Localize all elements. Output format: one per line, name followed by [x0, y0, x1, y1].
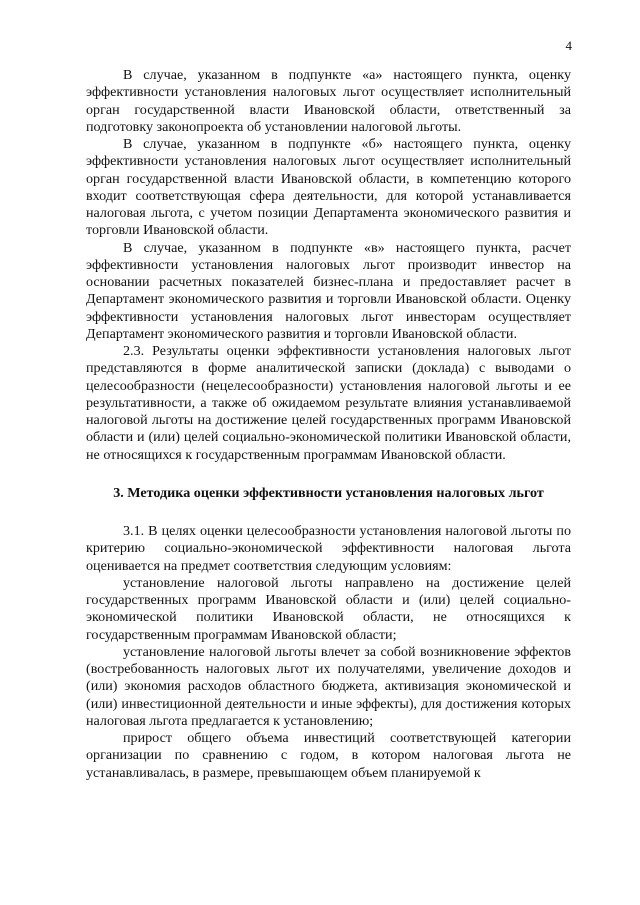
paragraph-case-a: В случае, указанном в подпункте «а» настоящего пункта, оценку эффективности установления налоговых льгот осуществляет исполнительный орган государственной власти Ивановской области, ответственный за подготовку законопроекта об установлении налоговой льготы. — [86, 67, 571, 135]
paragraph-case-v: В случае, указанном в подпункте «в» настоящего пункта, расчет эффективности установления налоговых льгот производит инвестор на основании расчетных показателей бизнес-плана и предоставляет расчет в Департамент экономического развития и торговли Ивановской области. Оценку эффективности установления налоговых льгот инвесторам осуществляет Департамент экономического развития и торговли Ивановской области. — [86, 239, 571, 342]
page-content — [86, 67, 571, 782]
page-number: 4 — [565, 38, 572, 53]
condition-item: установление налоговой льготы направлено на достижение целей государственных программ Ивановской области и (или) целей социально-экономической политики Ивановской области, не относящихся к государственным программам Ивановской области; — [86, 574, 571, 643]
condition-item: установление налоговой льготы влечет за собой возникновение эффектов (востребованность налоговых льгот их получателями, увеличение доходов и (или) экономия расходов областного бюджета, активизация экономической и (или) инвестиционной деятельности и иные эффекты), для достижения которых налоговая льгота предлагается к установлению; — [86, 643, 571, 729]
paragraph-3-1: 3.1. В целях оценки целесообразности установления налоговой льготы по критерию социально-экономической эффективности налоговая льгота оценивается на предмет соответствия следующим условиям: — [86, 523, 571, 574]
paragraph-case-b: В случае, указанном в подпункте «б» настоящего пункта, оценку эффективности установления налоговых льгот осуществляет исполнительный орган государственной власти Ивановской области, в компетенцию которого входит соответствующая сфера деятельности, для которой устанавливается налоговая льгота, с учетом позиции Департамента экономического развития и торговли Ивановской области. — [86, 136, 571, 239]
section-heading: 3. Методика оценки эффективности установления налоговых льгот — [113, 484, 544, 501]
paragraph-2-3: 2.3. Результаты оценки эффективности установления налоговых льгот представляются в форме аналитической записки (доклада) с выводами о целесообразности (нецелесообразности) установления налоговой льготы и ее результативности, а также об ожидаемом результате влияния устанавливаемой налоговой льготы на достижение целей государственных программ Ивановской области и (или) целей социально-экономической политики Ивановской области, не относящихся к государственным программам Ивановской области. — [86, 343, 571, 463]
condition-item: прирост общего объема инвестиций соответствующей категории организации по сравнению с годом, в котором налоговая льгота не устанавливалась, в размере, превышающем объем планируемой к — [86, 730, 571, 781]
